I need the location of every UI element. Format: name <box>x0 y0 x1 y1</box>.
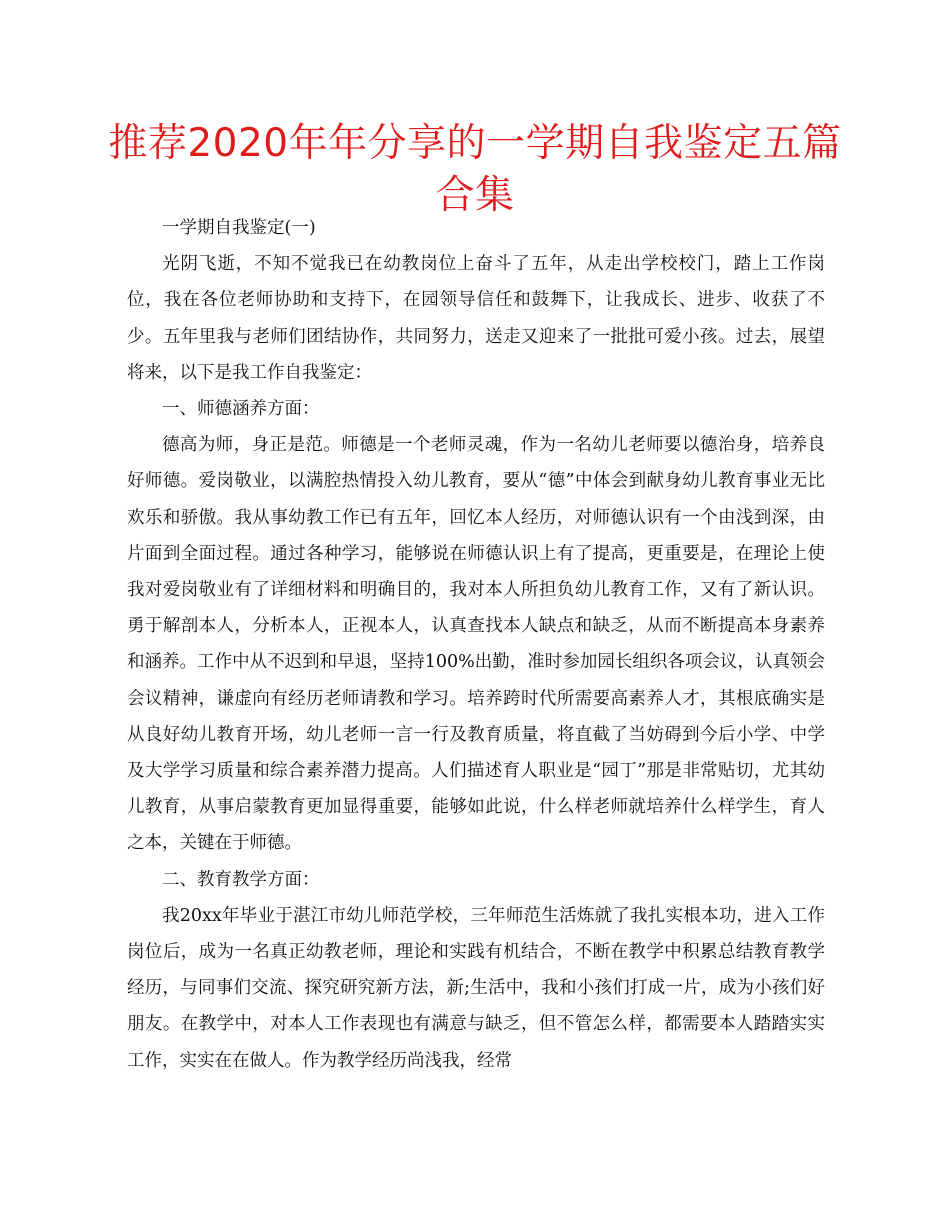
paragraph-intro: 光阴飞逝，不知不觉我已在幼教岗位上奋斗了五年，从走出学校校门，踏上工作岗位，我在各位老师协助和支持下，在园领导信任和鼓舞下，让我成长、进步、收获了不少。五年里我与老师们团结协作，共同努力，送走又迎来了一批批可爱小孩。过去，展望将来，以下是我工作自我鉴定： <box>127 254 825 383</box>
paragraph-heading-ethics: 一、师德涵养方面： <box>162 399 320 420</box>
paragraph-section-heading-1: 一学期自我鉴定(一) <box>162 218 316 238</box>
paragraph-ethics-body: 德高为师，身正是范。师德是一个老师灵魂，作为一名幼儿老师要以德治身，培养良好师德。爱岗敬业，以满腔热情投入幼儿教育，要从“德”中体会到献身幼儿教育事业无比欢乐和骄傲。我从事幼教工作已有五年，回忆本人经历，对师德认识有一个由浅到深，由片面到全面过程。通过各种学习，能够说在师德认识上有了提高，更重要是，在理论上使我对爱岗敬业有了详细材料和明确目的，我对本人所担负幼儿教育工作，又有了新认识。勇于解剖本人，分析本人，正视本人，认真查找本人缺点和缺乏，从而不断提高本身素养和涵养。工作中从不迟到和早退，坚持100%出勤，准时参加园长组织各项会议，认真领会会议精神，谦虚向有经历老师请教和学习。培养跨时代所需要高素养人才，其根底确实是从良好幼儿教育开场，幼儿老师一言一行及教育质量，将直截了当妨碍到今后小学、中学及大学学习质量和综合素养潜力提高。人们描述育人职业是“园丁”那是非常贴切，尤其幼儿教育，从事启蒙教育更加显得重要，能够如此说，什么样老师就培养什么样学生，育人之本，关键在于师德。 <box>127 435 825 854</box>
document-body <box>127 210 825 1079</box>
document-title: 推荐2020年年分享的一学期自我鉴定五篇合集 <box>108 121 842 218</box>
paragraph-teaching-body: 我20xx年毕业于湛江市幼儿师范学校，三年师范生活炼就了我扎实根本功，进入工作岗位后，成为一名真正幼教老师，理论和实践有机结合，不断在教学中积累总结教育教学经历，与同事们交流、探究研究新方法，新;生活中，我和小孩们打成一片，成为小孩们好朋友。在教学中，对本人工作表现也有满意与缺乏，但不管怎么样，都需要本人踏踏实实工作，实实在在做人。作为教学经历尚浅我，经常 <box>127 905 825 1071</box>
paragraph-heading-teaching: 二、教育教学方面： <box>162 869 320 890</box>
